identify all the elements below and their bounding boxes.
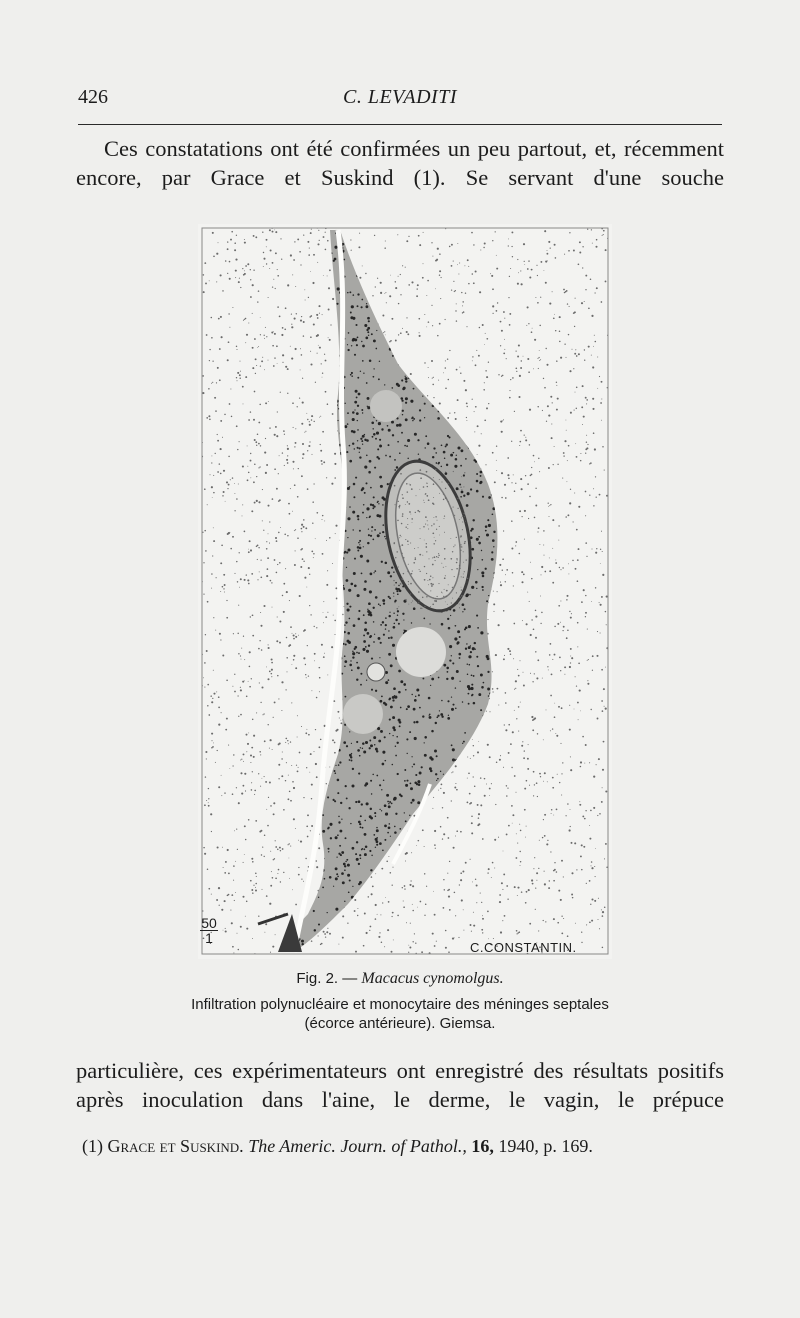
figure-caption-line-3: (écorce antérieure). Giemsa.	[304, 1015, 496, 1032]
footnote-rest: 1940, p. 169.	[493, 1136, 593, 1156]
figure-caption-species: Macacus cynomolgus.	[361, 970, 504, 987]
figure-caption-prefix: Fig. 2. —	[296, 970, 362, 987]
figure-caption-line-2: Infiltration polynucléaire et monocytaire des méninges septales	[191, 996, 609, 1013]
magnification-label	[200, 916, 218, 945]
paragraph-bottom: particulière, ces expérimentateurs ont enregistré des résultats positifs après inoculation dans l'aine, le derme, le vagin, le prépuce	[76, 1058, 724, 1112]
figure-caption-title	[120, 969, 680, 988]
page-number: 426	[78, 86, 108, 108]
footnote	[82, 1136, 722, 1157]
footnote-marker: (1)	[82, 1136, 108, 1156]
header-rule	[78, 124, 722, 125]
footnote-authors: Grace et Suskind.	[107, 1136, 244, 1156]
artist-signature: C.CONSTANTIN.	[470, 940, 577, 955]
histology-illustration	[198, 224, 612, 959]
paragraph-top: Ces constatations ont été confirmées un peu partout, et, récemment encore, par Grace et Suskind (1). Se servant d'une souche	[76, 136, 724, 190]
histology-figure	[198, 224, 612, 959]
running-title: C. LEVADITI	[342, 86, 457, 108]
magnification-top: 50	[201, 915, 217, 931]
footnote-volume: 16,	[471, 1136, 494, 1156]
running-head	[78, 86, 722, 110]
footnote-journal: The Americ. Journ. of Pathol.,	[248, 1136, 467, 1156]
magnification-bottom: 1	[205, 930, 213, 946]
